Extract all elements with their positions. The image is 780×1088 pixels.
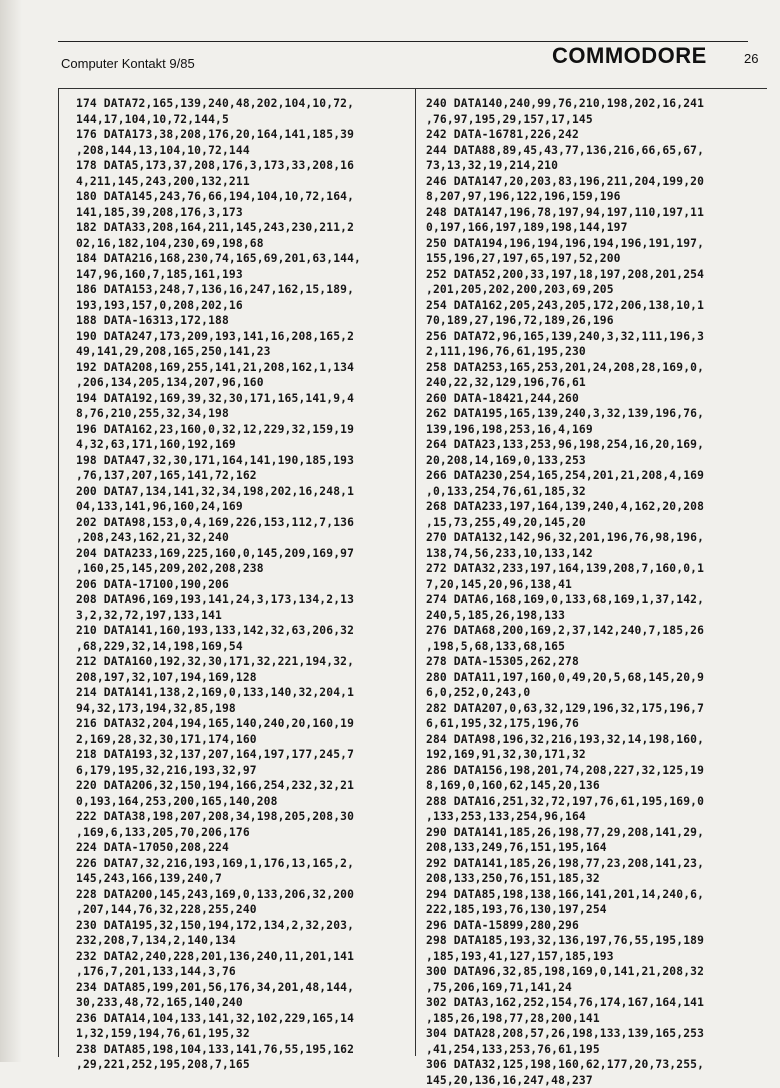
listing-column-right xyxy=(426,96,768,1088)
listing-line: 141,185,39,208,176,3,173 xyxy=(76,205,418,221)
listing-line: 73,13,32,19,214,210 xyxy=(426,158,768,174)
listing-line: 208,197,32,107,194,169,128 xyxy=(76,670,418,686)
listing-line: 6,61,195,32,175,196,76 xyxy=(426,716,768,732)
listing-line: ,185,193,41,127,157,185,193 xyxy=(426,949,768,965)
listing-line: ,176,7,201,133,144,3,76 xyxy=(76,964,418,980)
listing-line: 240,22,32,129,196,76,61 xyxy=(426,375,768,391)
listing-line: ,76,97,195,29,157,17,145 xyxy=(426,112,768,128)
listing-line: 174 DATA72,165,139,240,48,202,104,10,72, xyxy=(76,96,418,112)
listing-line: 8,76,210,255,32,34,198 xyxy=(76,406,418,422)
listing-line: 182 DATA33,208,164,211,145,243,230,211,2 xyxy=(76,220,418,236)
listing-line: 240 DATA140,240,99,76,210,198,202,16,241 xyxy=(426,96,768,112)
listing-line: ,133,253,133,254,96,164 xyxy=(426,809,768,825)
listing-line: 190 DATA247,173,209,193,141,16,208,165,2 xyxy=(76,329,418,345)
listing-line: 260 DATA-18421,244,260 xyxy=(426,391,768,407)
listing-line: 226 DATA7,32,216,193,169,1,176,13,165,2, xyxy=(76,856,418,872)
listing-line: 202 DATA98,153,0,4,169,226,153,112,7,136 xyxy=(76,515,418,531)
listing-line: 246 DATA147,20,203,83,196,211,204,199,20 xyxy=(426,174,768,190)
listing-line: 298 DATA185,193,32,136,197,76,55,195,189 xyxy=(426,933,768,949)
listing-line: 155,196,27,197,65,197,52,200 xyxy=(426,251,768,267)
listing-line: ,41,254,133,253,76,61,195 xyxy=(426,1042,768,1058)
listing-line: 2,111,196,76,61,195,230 xyxy=(426,344,768,360)
listing-line: 147,96,160,7,185,161,193 xyxy=(76,267,418,283)
listing-line: 176 DATA173,38,208,176,20,164,141,185,39 xyxy=(76,127,418,143)
listing-line: 193,193,157,0,208,202,16 xyxy=(76,298,418,314)
section-brand-title: COMMODORE xyxy=(552,43,707,69)
listing-line: 250 DATA194,196,194,196,194,196,191,197, xyxy=(426,236,768,252)
listing-line: 6,179,195,32,216,193,32,97 xyxy=(76,763,418,779)
listing-line: 8,207,97,196,122,196,159,196 xyxy=(426,189,768,205)
listing-line: ,208,144,13,104,10,72,144 xyxy=(76,143,418,159)
listing-line: 244 DATA88,89,45,43,77,136,216,66,65,67, xyxy=(426,143,768,159)
listing-line: 230 DATA195,32,150,194,172,134,2,32,203, xyxy=(76,918,418,934)
listing-line: 49,141,29,208,165,250,141,23 xyxy=(76,344,418,360)
listing-line: 216 DATA32,204,194,165,140,240,20,160,19 xyxy=(76,716,418,732)
listing-line: 200 DATA7,134,141,32,34,198,202,16,248,1 xyxy=(76,484,418,500)
listing-line: ,0,133,254,76,61,185,32 xyxy=(426,484,768,500)
listing-line: 306 DATA32,125,198,160,62,177,20,73,255, xyxy=(426,1057,768,1073)
listing-line: 238 DATA85,198,104,133,141,76,55,195,162 xyxy=(76,1042,418,1058)
listing-line: 224 DATA-17050,208,224 xyxy=(76,840,418,856)
listing-line: 178 DATA5,173,37,208,176,3,173,33,208,16 xyxy=(76,158,418,174)
listing-line: 286 DATA156,198,201,74,208,227,32,125,19 xyxy=(426,763,768,779)
listing-line: 94,32,173,194,32,85,198 xyxy=(76,701,418,717)
listing-line: 254 DATA162,205,243,205,172,206,138,10,1 xyxy=(426,298,768,314)
listing-line: 04,133,141,96,160,24,169 xyxy=(76,499,418,515)
listing-line: 30,233,48,72,165,140,240 xyxy=(76,995,418,1011)
listing-line: 268 DATA233,197,164,139,240,4,162,20,208 xyxy=(426,499,768,515)
listing-line: 220 DATA206,32,150,194,166,254,232,32,21 xyxy=(76,778,418,794)
listing-line: 242 DATA-16781,226,242 xyxy=(426,127,768,143)
listing-line: 296 DATA-15899,280,296 xyxy=(426,918,768,934)
listing-line: ,29,221,252,195,208,7,165 xyxy=(76,1057,418,1073)
listing-line: 0,197,166,197,189,198,144,197 xyxy=(426,220,768,236)
listing-line: 204 DATA233,169,225,160,0,145,209,169,97 xyxy=(76,546,418,562)
listing-line: ,15,73,255,49,20,145,20 xyxy=(426,515,768,531)
listing-line: 2,169,28,32,30,171,174,160 xyxy=(76,732,418,748)
listing-line: 198 DATA47,32,30,171,164,141,190,185,193 xyxy=(76,453,418,469)
listing-line: ,207,144,76,32,228,255,240 xyxy=(76,902,418,918)
listing-line: 208,133,250,76,151,185,32 xyxy=(426,871,768,887)
listing-line: 256 DATA72,96,165,139,240,3,32,111,196,3 xyxy=(426,329,768,345)
listing-line: 240,5,185,26,198,133 xyxy=(426,608,768,624)
listing-line: 212 DATA160,192,32,30,171,32,221,194,32, xyxy=(76,654,418,670)
listing-line: 300 DATA96,32,85,198,169,0,141,21,208,32 xyxy=(426,964,768,980)
listing-line: 236 DATA14,104,133,141,32,102,229,165,14 xyxy=(76,1011,418,1027)
page-header xyxy=(58,40,766,76)
listing-line: ,68,229,32,14,198,169,54 xyxy=(76,639,418,655)
listing-line: 70,189,27,196,72,189,26,196 xyxy=(426,313,768,329)
listing-line: 145,20,136,16,247,48,237 xyxy=(426,1073,768,1088)
listing-line: ,169,6,133,205,70,206,176 xyxy=(76,825,418,841)
listing-line: 208,133,249,76,151,195,164 xyxy=(426,840,768,856)
listing-line: ,198,5,68,133,68,165 xyxy=(426,639,768,655)
listing-line: 139,196,198,253,16,4,169 xyxy=(426,422,768,438)
listing-column-left xyxy=(76,96,418,1073)
listing-line: 206 DATA-17100,190,206 xyxy=(76,577,418,593)
listing-line: 282 DATA207,0,63,32,129,196,32,175,196,7 xyxy=(426,701,768,717)
listing-line: 208 DATA96,169,193,141,24,3,173,134,2,13 xyxy=(76,592,418,608)
listing-line: 290 DATA141,185,26,198,77,29,208,141,29, xyxy=(426,825,768,841)
listing-line: 20,208,14,169,0,133,253 xyxy=(426,453,768,469)
listing-line: 276 DATA68,200,169,2,37,142,240,7,185,26 xyxy=(426,623,768,639)
listing-line: 02,16,182,104,230,69,198,68 xyxy=(76,236,418,252)
listing-line: 278 DATA-15305,262,278 xyxy=(426,654,768,670)
page-number: 26 xyxy=(744,51,758,66)
publication-label: Computer Kontakt 9/85 xyxy=(61,56,195,71)
listing-line: 284 DATA98,196,32,216,193,32,14,198,160, xyxy=(426,732,768,748)
listing-line: 302 DATA3,162,252,154,76,174,167,164,141 xyxy=(426,995,768,1011)
listing-line: 294 DATA85,198,138,166,141,201,14,240,6, xyxy=(426,887,768,903)
listing-line: 252 DATA52,200,33,197,18,197,208,201,254 xyxy=(426,267,768,283)
listing-line: ,76,137,207,165,141,72,162 xyxy=(76,468,418,484)
listing-line: 264 DATA23,133,253,96,198,254,16,20,169, xyxy=(426,437,768,453)
listing-line: 228 DATA200,145,243,169,0,133,206,32,200 xyxy=(76,887,418,903)
listing-line: 262 DATA195,165,139,240,3,32,139,196,76, xyxy=(426,406,768,422)
listing-line: 1,32,159,194,76,61,195,32 xyxy=(76,1026,418,1042)
listing-line: 304 DATA28,208,57,26,198,133,139,165,253 xyxy=(426,1026,768,1042)
listing-line: ,160,25,145,209,202,208,238 xyxy=(76,561,418,577)
listing-line: 266 DATA230,254,165,254,201,21,208,4,169 xyxy=(426,468,768,484)
listing-line: 192 DATA208,169,255,141,21,208,162,1,134 xyxy=(76,360,418,376)
listing-line: 188 DATA-16313,172,188 xyxy=(76,313,418,329)
listing-line: 232,208,7,134,2,140,134 xyxy=(76,933,418,949)
listing-line: 138,74,56,233,10,133,142 xyxy=(426,546,768,562)
listing-line: 8,169,0,160,62,145,20,136 xyxy=(426,778,768,794)
listing-line: 4,211,145,243,200,132,211 xyxy=(76,174,418,190)
listing-line: 292 DATA141,185,26,198,77,23,208,141,23, xyxy=(426,856,768,872)
listing-line: 288 DATA16,251,32,72,197,76,61,195,169,0 xyxy=(426,794,768,810)
listing-line: 222,185,193,76,130,197,254 xyxy=(426,902,768,918)
listing-line: ,185,26,198,77,28,200,141 xyxy=(426,1011,768,1027)
listing-line: 180 DATA145,243,76,66,194,104,10,72,164, xyxy=(76,189,418,205)
listing-line: 218 DATA193,32,137,207,164,197,177,245,7 xyxy=(76,747,418,763)
listing-line: 144,17,104,10,72,144,5 xyxy=(76,112,418,128)
listing-line: 214 DATA141,138,2,169,0,133,140,32,204,1 xyxy=(76,685,418,701)
listing-line: 270 DATA132,142,96,32,201,196,76,98,196, xyxy=(426,530,768,546)
listing-line: 0,193,164,253,200,165,140,208 xyxy=(76,794,418,810)
listing-line: 3,2,32,72,197,133,141 xyxy=(76,608,418,624)
listing-line: ,75,206,169,71,141,24 xyxy=(426,980,768,996)
listing-line: 234 DATA85,199,201,56,176,34,201,48,144, xyxy=(76,980,418,996)
listing-line: 222 DATA38,198,207,208,34,198,205,208,30 xyxy=(76,809,418,825)
listing-line: 194 DATA192,169,39,32,30,171,165,141,9,4 xyxy=(76,391,418,407)
listing-line: 186 DATA153,248,7,136,16,247,162,15,189, xyxy=(76,282,418,298)
page-edge-shadow xyxy=(0,0,22,1062)
listing-line: ,201,205,202,200,203,69,205 xyxy=(426,282,768,298)
listing-line: 272 DATA32,233,197,164,139,208,7,160,0,1 xyxy=(426,561,768,577)
listing-line: ,208,243,162,21,32,240 xyxy=(76,530,418,546)
listing-line: 210 DATA141,160,193,133,142,32,63,206,32 xyxy=(76,623,418,639)
listing-line: 184 DATA216,168,230,74,165,69,201,63,144, xyxy=(76,251,418,267)
listing-line: 280 DATA11,197,160,0,49,20,5,68,145,20,9 xyxy=(426,670,768,686)
listing-line: 196 DATA162,23,160,0,32,12,229,32,159,19 xyxy=(76,422,418,438)
listing-line: 4,32,63,171,160,192,169 xyxy=(76,437,418,453)
listing-line: 145,243,166,139,240,7 xyxy=(76,871,418,887)
listing-line: 232 DATA2,240,228,201,136,240,11,201,141 xyxy=(76,949,418,965)
listing-line: 192,169,91,32,30,171,32 xyxy=(426,747,768,763)
listing-line: 6,0,252,0,243,0 xyxy=(426,685,768,701)
listing-line: 7,20,145,20,96,138,41 xyxy=(426,577,768,593)
listing-line: ,206,134,205,134,207,96,160 xyxy=(76,375,418,391)
listing-line: 248 DATA147,196,78,197,94,197,110,197,11 xyxy=(426,205,768,221)
listing-line: 258 DATA253,165,253,201,24,208,28,169,0, xyxy=(426,360,768,376)
listing-line: 274 DATA6,168,169,0,133,68,169,1,37,142, xyxy=(426,592,768,608)
